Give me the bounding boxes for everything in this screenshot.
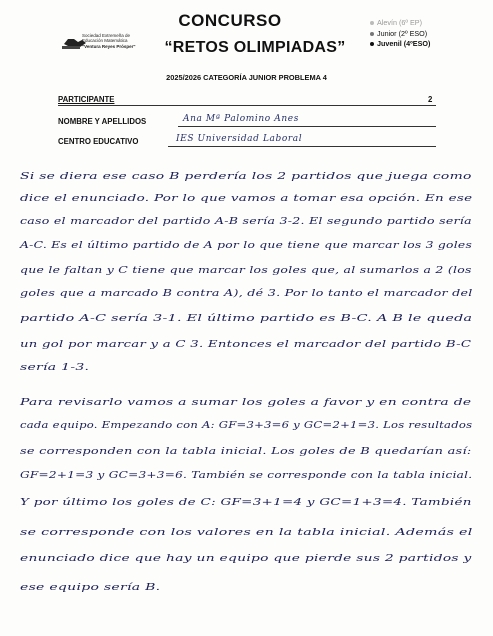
level-alevin [370, 18, 430, 29]
level-junior [370, 29, 430, 40]
name-rule [178, 126, 436, 127]
answer-line: Para revisarlo vamos a sumar los goles a favor y en contra de [20, 397, 472, 408]
level-juvenil [370, 39, 430, 50]
level-label: Alevín (6º EP) [377, 18, 422, 27]
answer-line: se corresponden con la tabla inicial. Los goles de B quedarían así: [20, 446, 472, 457]
answer-line: cada equipo. Empezando con A: GF=3+3=6 y GC=2+1=3. Los resultados [20, 420, 473, 431]
level-label: Juvenil (4ºESO) [377, 39, 431, 48]
page-number: 2 [428, 95, 433, 104]
answer-line: se corresponde con los valores en la tabla inicial. Además el [20, 527, 473, 538]
bullet-icon [370, 21, 374, 25]
category-line: 2025/2026 CATEGORÍA JUNIOR PROBLEMA 4 [166, 73, 327, 82]
level-list [370, 18, 430, 50]
name-value: Ana Mª Palomino Anes [183, 114, 299, 124]
participant-rule [58, 105, 436, 106]
center-label: CENTRO EDUCATIVO [58, 137, 139, 146]
answer-line: partido A-C sería 3-1. El último partido es B-C. A B le queda [20, 313, 473, 324]
answer-line: ese equipo sería B. [20, 582, 161, 593]
bullet-icon [370, 42, 374, 46]
answer-line: A-C. Es el último partido de A por lo que tiene que marcar los 3 goles [20, 240, 473, 251]
answer-line: Si se diera ese caso B perdería los 2 partidos que juega como [20, 171, 472, 182]
answer-line: sería 1-3. [20, 362, 90, 373]
contest-title: CONCURSO [178, 11, 282, 30]
answer-line: dice el enunciado. Por lo que vamos a tomar esa opción. En ese [20, 193, 473, 204]
participant-label: PARTICIPANTE [58, 95, 115, 104]
answer-line: caso el marcador del partido A-B sería 3-2. El segundo partido sería [20, 216, 472, 227]
answer-line: goles que a marcado B contra A), dé 3. Por lo tanto el marcador del [20, 288, 473, 299]
name-label: NOMBRE Y APELLIDOS [58, 117, 147, 126]
level-label: Junior (2º ESO) [377, 28, 428, 38]
answer-line: que le faltan y C tiene que marcar los goles que, al sumarlos a 2 (los [20, 265, 472, 276]
answer-line: Y por último los goles de C: GF=3+1=4 y GC=1+3=4. También [20, 497, 472, 508]
bullet-icon [370, 32, 374, 36]
center-value: IES Universidad Laboral [176, 134, 303, 144]
contest-subtitle: “RETOS OLIMPIADAS” [164, 39, 346, 56]
society-line-2: Educación Matemática [82, 38, 128, 44]
answer-line: un gol por marcar y a C 3. Entonces el marcador del partido B-C [20, 339, 472, 350]
society-line-3: "Ventura Reyes Prósper" [82, 43, 136, 49]
center-rule [168, 146, 436, 147]
answer-line: GF=2+1=3 y GC=3+3=6. También se corresponde con la tabla inicial. [20, 470, 473, 481]
society-line-1: Sociedad Extremeña de [82, 33, 131, 38]
answer-line: enunciado dice que hay un equipo que pierde sus 2 partidos y [20, 553, 472, 564]
